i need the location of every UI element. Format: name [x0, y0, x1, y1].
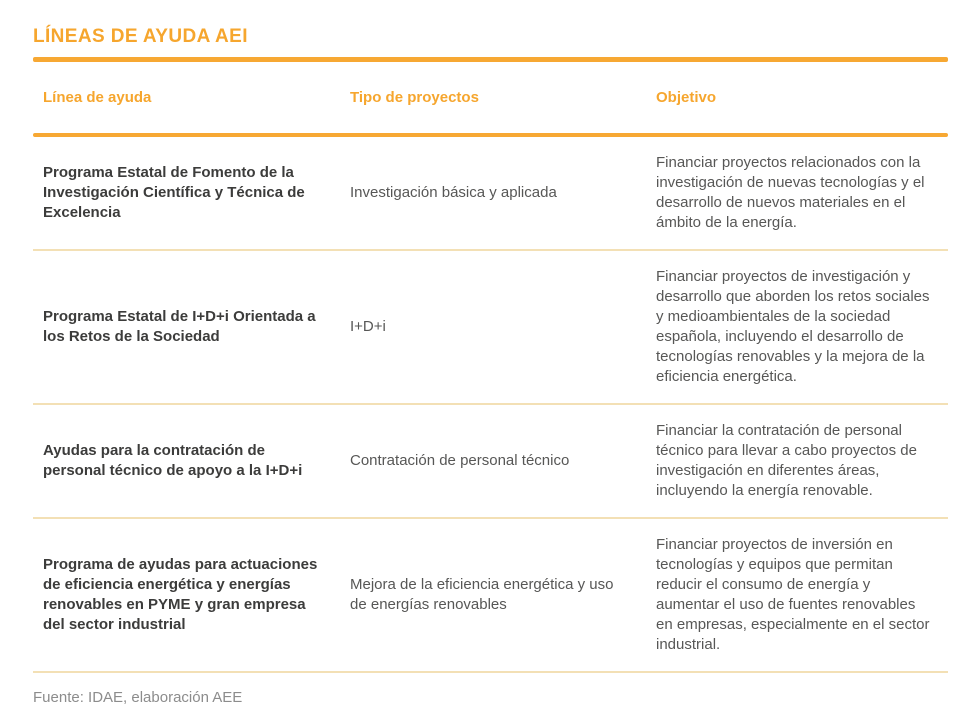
column-header-linea-de-ayuda: Línea de ayuda: [43, 89, 152, 106]
column-header-tipo-de-proyectos: Tipo de proyectos: [350, 89, 479, 106]
cell-linea-de-ayuda: Programa de ayudas para actuaciones de eficiencia energética y energías renovables en PYME y gran empresa del sector industrial: [43, 556, 318, 633]
source-note: Fuente: IDAE, elaboración AEE: [33, 689, 243, 706]
table-row: [33, 251, 948, 405]
column-header-objetivo: Objetivo: [656, 89, 717, 106]
cell-objetivo: Financiar proyectos relacionados con la investigación de nuevas tecnologías y el desarrollo de nuevos materiales en el ámbito de la energía.: [656, 154, 925, 231]
cell-objetivo: Financiar la contratación de personal técnico para llevar a cabo proyectos de investigación en diferentes áreas, incluyendo la energía renovable.: [656, 422, 917, 499]
cell-tipo-de-proyectos: Investigación básica y aplicada: [350, 184, 557, 201]
cell-tipo-de-proyectos: I+D+i: [350, 318, 386, 335]
cell-linea-de-ayuda: Programa Estatal de Fomento de la Investigación Científica y Técnica de Excelencia: [43, 164, 305, 221]
cell-linea-de-ayuda: Ayudas para la contratación de personal técnico de apoyo a la I+D+i: [43, 442, 303, 479]
cell-tipo-de-proyectos: Contratación de personal técnico: [350, 452, 570, 469]
cell-linea-de-ayuda: Programa Estatal de I+D+i Orientada a los Retos de la Sociedad: [43, 308, 316, 345]
page-title: LÍNEAS DE AYUDA AEI: [33, 26, 248, 47]
table-header-row: [33, 62, 948, 133]
table-row: [33, 405, 948, 519]
cell-tipo-de-proyectos: Mejora de la eficiencia energética y uso de energías renovables: [350, 576, 614, 613]
table-row: [33, 137, 948, 251]
table-row: [33, 519, 948, 673]
cell-objetivo: Financiar proyectos de investigación y desarrollo que aborden los retos sociales y medioambientales de la sociedad española, incluyendo el desarrollo de tecnologías renovables y la mejora de la eficiencia energética.: [656, 268, 930, 385]
cell-objetivo: Financiar proyectos de inversión en tecnologías y equipos que permitan reducir el consumo de energía y aumentar el uso de fuentes renovables en empresas, especialmente en el sector industrial.: [656, 536, 930, 653]
